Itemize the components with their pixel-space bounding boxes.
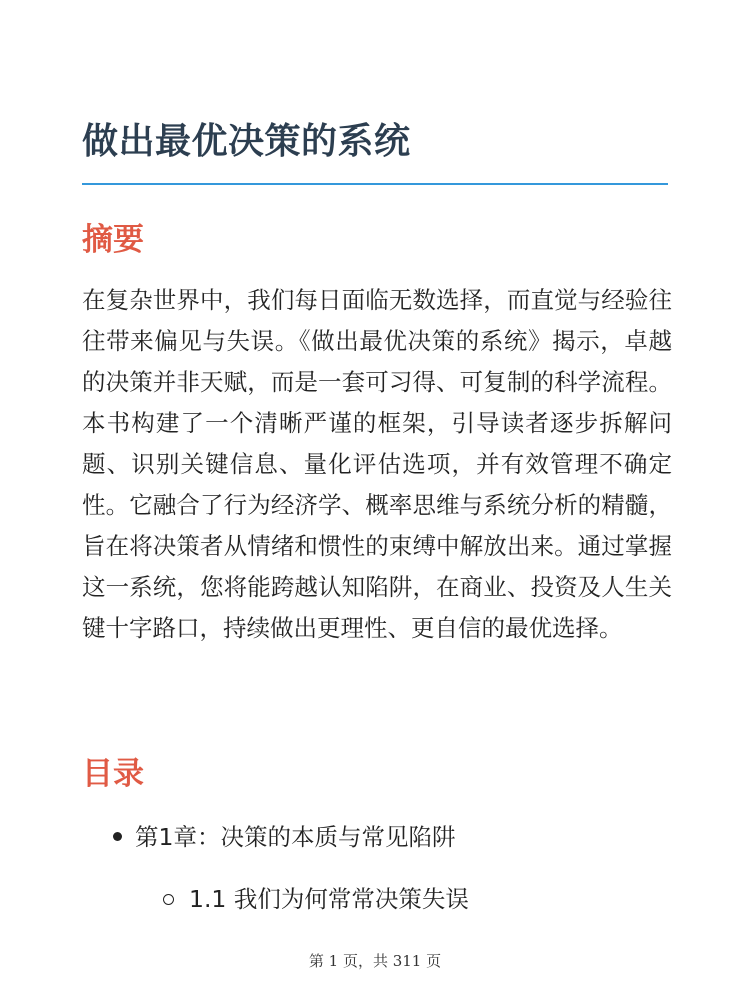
toc-section-item[interactable] bbox=[0, 870, 750, 930]
toc-list bbox=[0, 812, 750, 930]
title-divider bbox=[82, 183, 668, 185]
toc-heading: 目录 bbox=[82, 756, 144, 792]
document-title: 做出最优决策的系统 bbox=[82, 121, 411, 162]
toc-chapter-label[interactable]: 第1章：决策的本质与常见陷阱 bbox=[135, 823, 456, 851]
bullet-disc-icon bbox=[113, 832, 122, 841]
abstract-heading: 摘要 bbox=[82, 222, 144, 258]
abstract-paragraph: 在复杂世界中，我们每日面临无数选择，而直觉与经验往往带来偏见与失误。《做出最优决策的系统》揭示，卓越的决策并非天赋，而是一套可习得、可复制的科学流程。本书构建了一个清晰严谨的框架，引导读者逐步拆解问题、识别关键信息、量化评估选项，并有效管理不确定性。它融合了行为经济学、概率思维与系统分析的精髓，旨在将决策者从情绪和惯性的束缚中解放出来。通过掌握这一系统，您将能跨越认知陷阱，在商业、投资及人生关键十字路口，持续做出更理性、更自信的最优选择。 bbox=[82, 286, 672, 642]
page-footer: 第 1 页，共 311 页 bbox=[308, 952, 442, 970]
toc-section-label[interactable]: 1.1 我们为何常常决策失误 bbox=[189, 885, 469, 913]
bullet-circle-icon bbox=[163, 894, 174, 905]
toc-chapter-item[interactable] bbox=[0, 812, 750, 862]
